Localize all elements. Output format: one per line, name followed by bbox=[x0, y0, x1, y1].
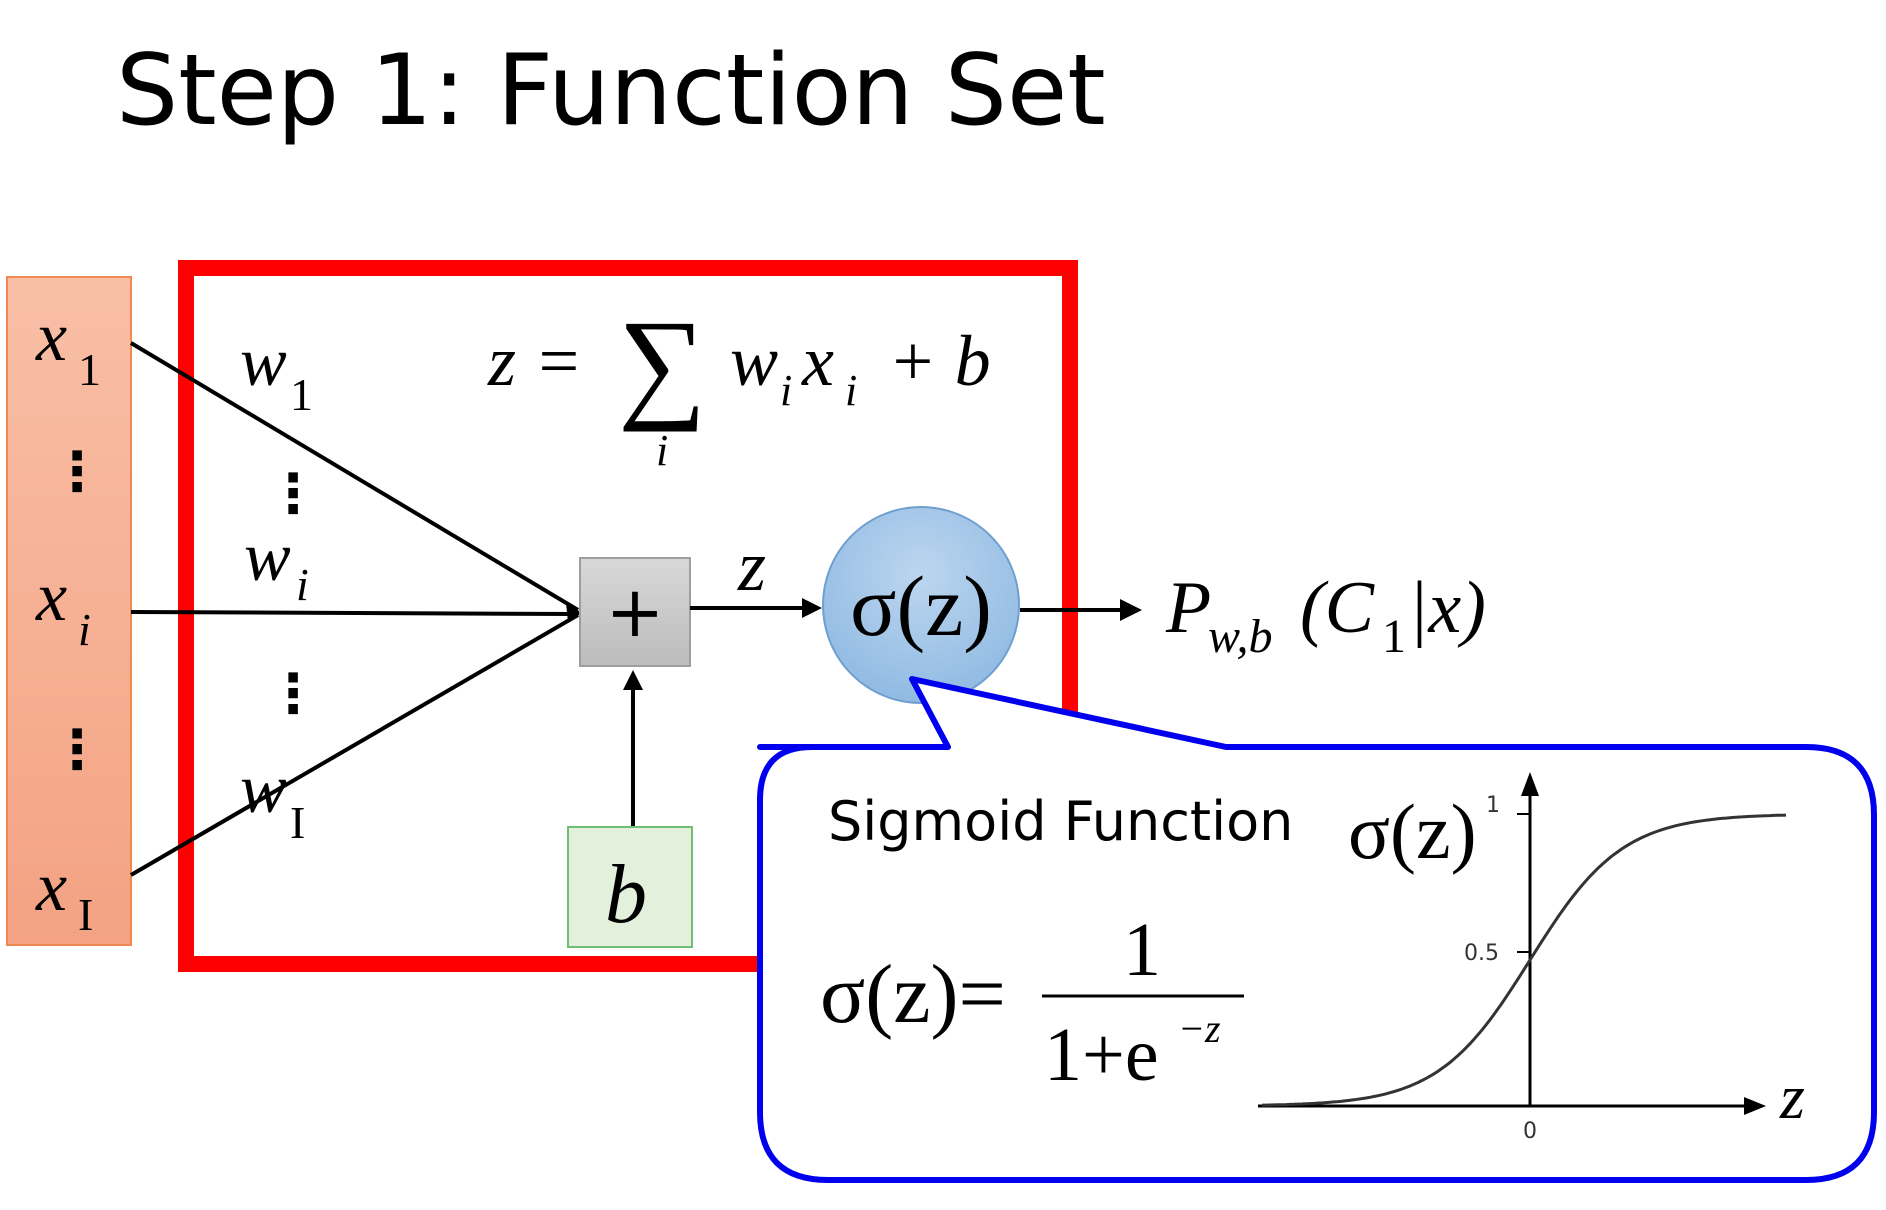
input-dots-lower: ⋮ bbox=[50, 718, 104, 781]
weight-dots-upper: ⋮ bbox=[266, 462, 320, 525]
sigma-arrowhead bbox=[802, 598, 822, 618]
output-arg-end: |x) bbox=[1408, 567, 1486, 649]
weight-dots-lower: ⋮ bbox=[266, 662, 320, 725]
adder-symbol: + bbox=[605, 571, 665, 653]
equation-w-sub: i bbox=[780, 366, 793, 415]
callout-denominator: 1+e bbox=[1044, 1013, 1159, 1097]
equation-z-equals: z = bbox=[488, 321, 583, 401]
input-x1-sub: 1 bbox=[78, 344, 101, 395]
input-x1: x bbox=[36, 299, 68, 376]
callout-formula-lhs: σ(z)= bbox=[820, 948, 1006, 1041]
callout-heading: Sigmoid Function bbox=[828, 790, 1294, 853]
input-xI: x bbox=[36, 849, 68, 926]
equation-x: x bbox=[802, 321, 834, 401]
graph-xlabel: z bbox=[1780, 1061, 1805, 1132]
weight-w1: w bbox=[240, 324, 287, 401]
callout-denominator-exp: −z bbox=[1178, 1006, 1221, 1051]
output-arg-sub: 1 bbox=[1382, 610, 1406, 663]
graph-tick-half-label: 0.5 bbox=[1464, 941, 1499, 966]
equation-w: w bbox=[730, 321, 779, 401]
weight-w1-sub: 1 bbox=[290, 369, 313, 420]
weight-wi: w bbox=[244, 519, 291, 596]
edge-xi bbox=[131, 612, 576, 614]
input-xI-sub: I bbox=[78, 889, 94, 940]
sigma-node-label: σ(z) bbox=[850, 558, 992, 654]
equation-plus-b: + b bbox=[888, 321, 991, 401]
input-xi-sub: i bbox=[78, 604, 91, 655]
edge-z-label: z bbox=[738, 526, 767, 606]
input-xi: x bbox=[36, 559, 68, 636]
weight-wI-sub: I bbox=[290, 797, 306, 848]
bias-label: b bbox=[605, 848, 647, 941]
output-arrowhead bbox=[1120, 599, 1142, 621]
input-column bbox=[7, 277, 131, 945]
weight-wI: w bbox=[240, 751, 287, 828]
equation-x-sub: i bbox=[845, 366, 858, 415]
input-dots-upper: ⋮ bbox=[50, 440, 104, 503]
weight-wi-sub: i bbox=[296, 559, 309, 610]
callout-numerator: 1 bbox=[1123, 908, 1161, 992]
graph-tick-1-label: 1 bbox=[1486, 793, 1500, 818]
output-arg: (C bbox=[1300, 567, 1374, 649]
equation-sum-index: i bbox=[656, 426, 669, 475]
output-P: P bbox=[1166, 567, 1212, 649]
bias-arrowhead bbox=[623, 670, 643, 690]
slide-title: Step 1: Function Set bbox=[116, 34, 1106, 148]
graph-ylabel: σ(z) bbox=[1348, 788, 1477, 875]
output-P-sub: w,b bbox=[1208, 610, 1273, 663]
edge-xI bbox=[131, 615, 578, 875]
equation-sum-sign: ∑ bbox=[618, 295, 707, 432]
graph-tick-0-label: 0 bbox=[1523, 1119, 1537, 1144]
